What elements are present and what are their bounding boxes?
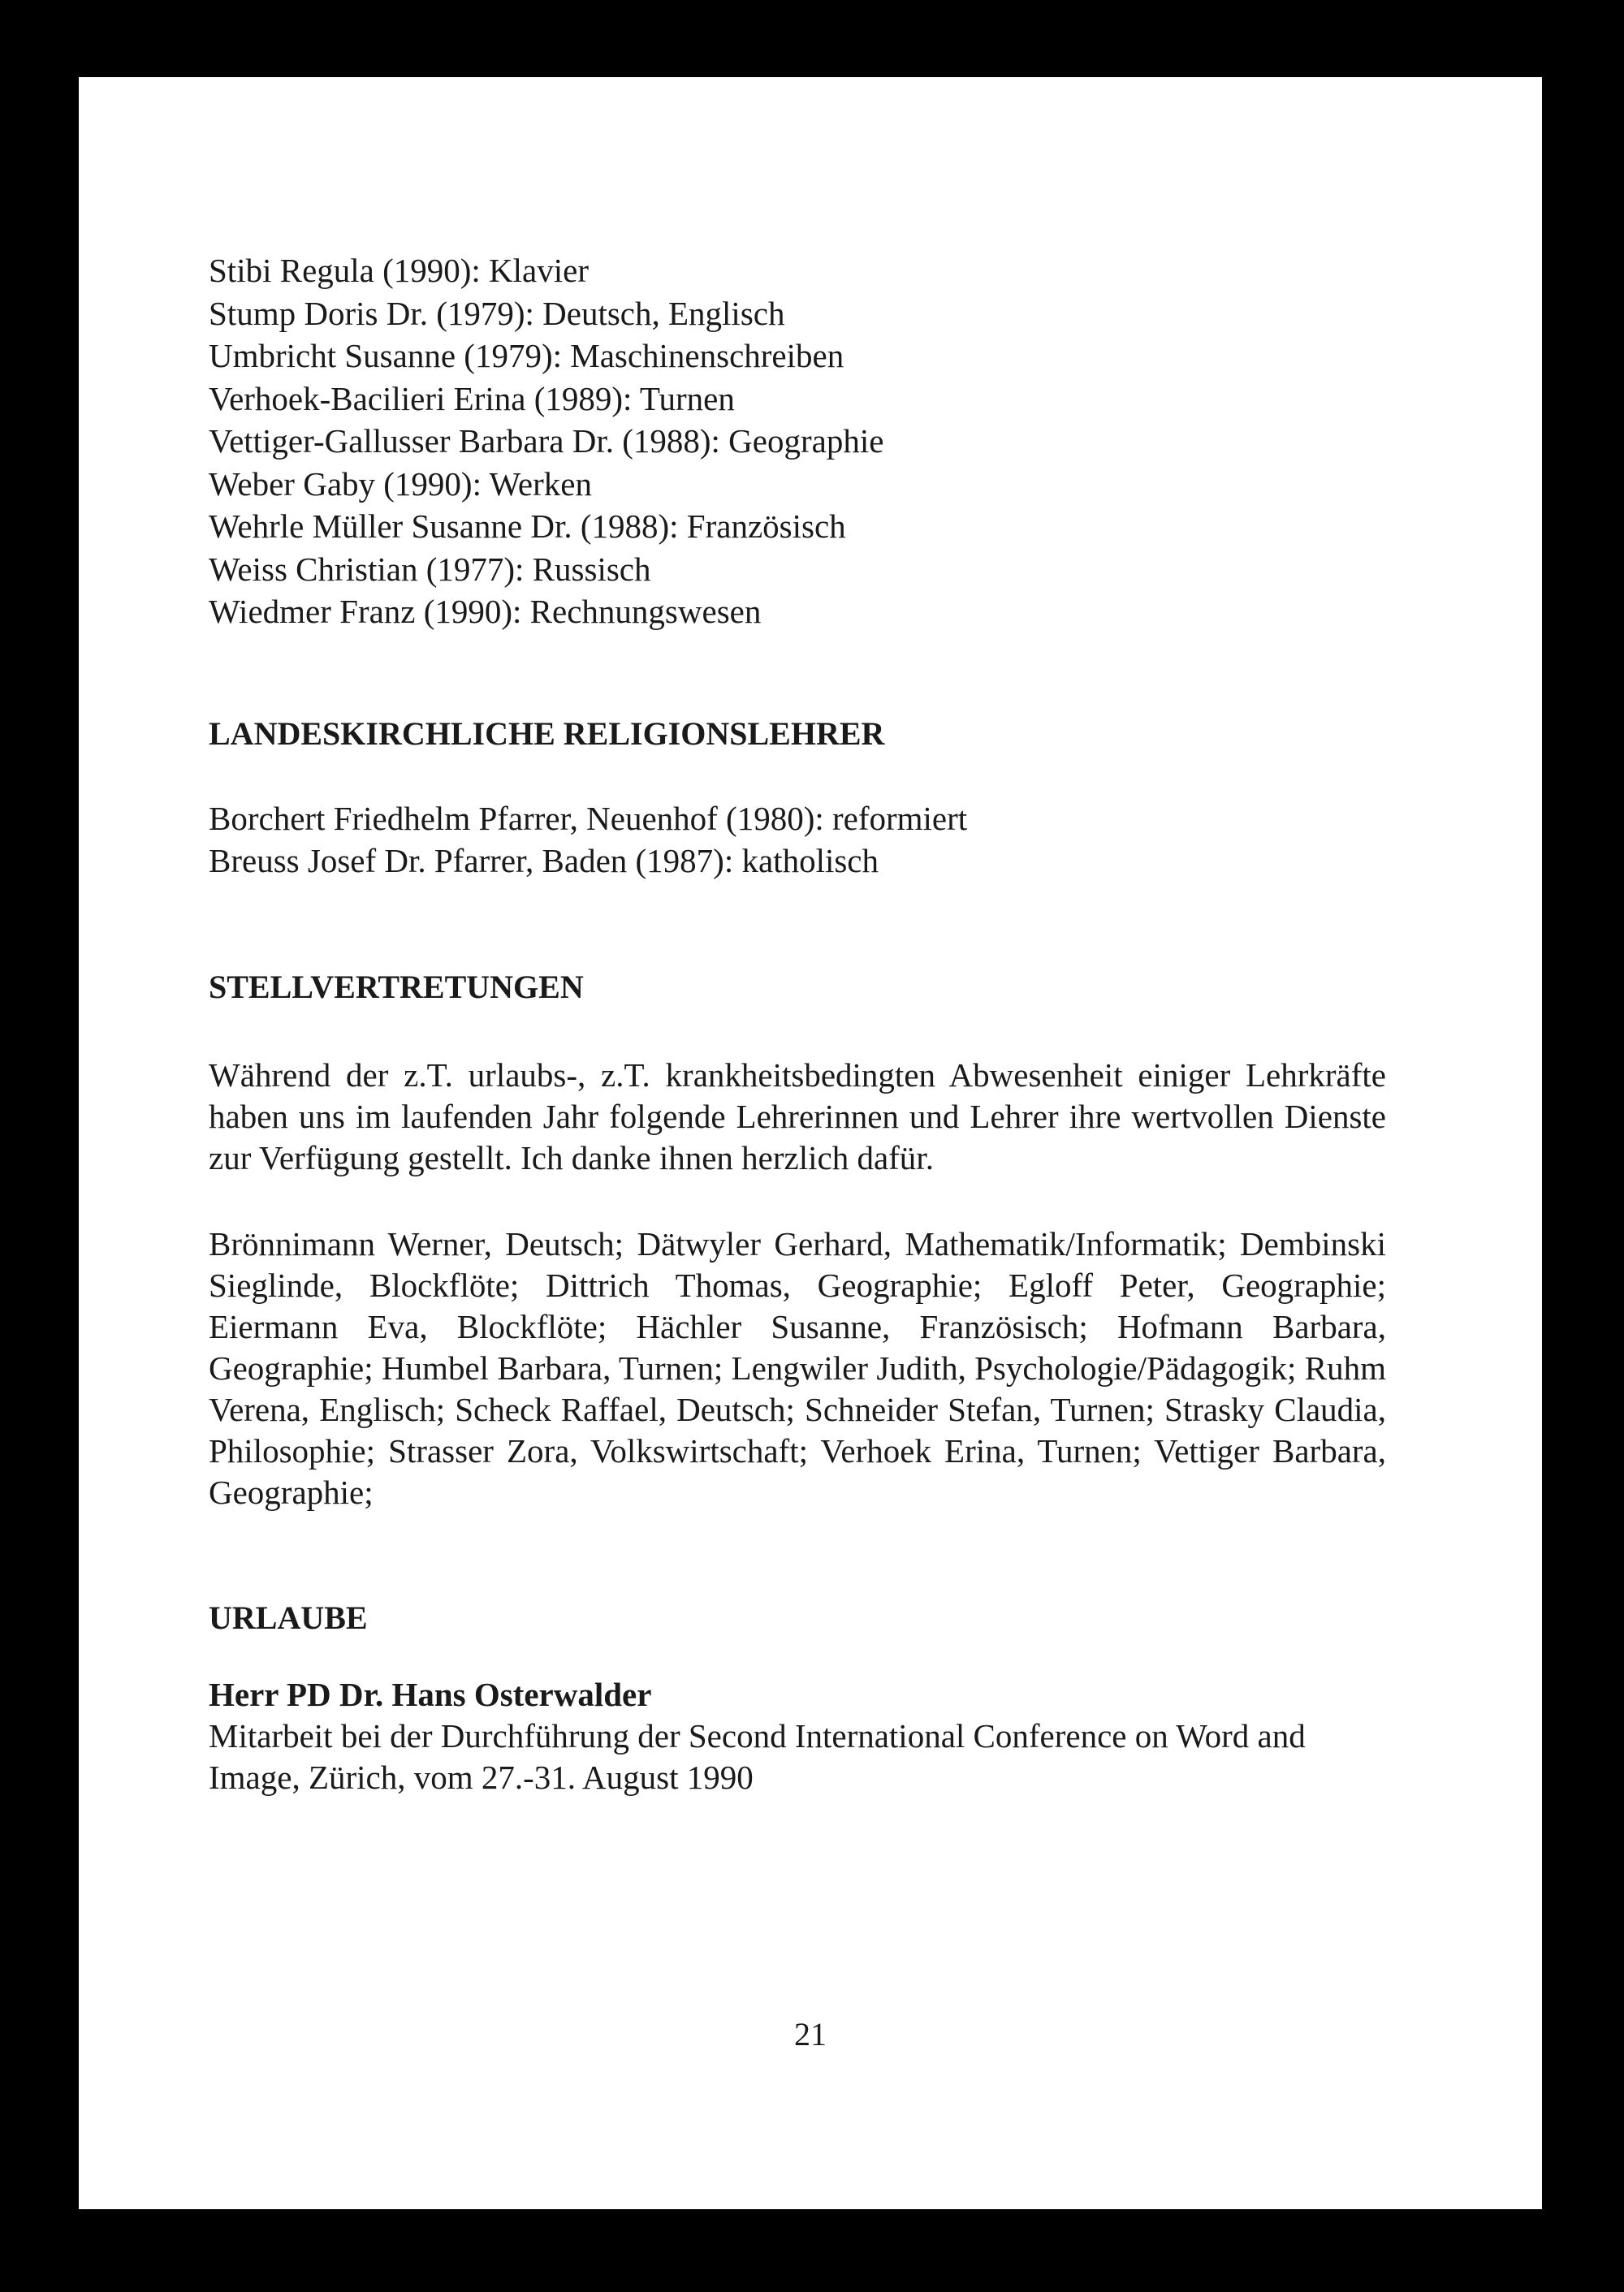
substitutions-heading: STELLVERTRETUNGEN — [209, 968, 584, 1005]
page-number: 21 — [794, 2016, 827, 2052]
leave-person-name: Herr PD Dr. Hans Osterwalder — [209, 1675, 652, 1713]
leave-heading: URLAUBE — [209, 1599, 368, 1636]
staff-entry: Stibi Regula (1990): Klavier — [209, 252, 589, 289]
staff-entry: Verhoek-Bacilieri Erina (1989): Turnen — [209, 379, 735, 417]
staff-entry: Vettiger-Gallusser Barbara Dr. (1988): Geographie — [209, 422, 884, 460]
staff-list — [209, 249, 1386, 633]
religion-heading: LANDESKIRCHLICHE RELIGIONSLEHRER — [209, 714, 885, 752]
staff-entry: Stump Doris Dr. (1979): Deutsch, Englisch — [209, 294, 785, 332]
staff-entry: Weber Gaby (1990): Werken — [209, 464, 592, 503]
religion-teacher-entry: Breuss Josef Dr. Pfarrer, Baden (1987): katholisch — [209, 842, 879, 879]
substitutions-intro: Während der z.T. urlaubs-, z.T. krankheitsbedingten Abwesenheit einiger Lehrkräfte haben uns im laufenden Jahr folgende Lehrerinnen und Lehrer ihre wertvollen Dienste zur Verfügung gestellt. Ich danke ihnen herzlich dafür. — [209, 1055, 1386, 1176]
substitutes-list: Brönnimann Werner, Deutsch; Dätwyler Gerhard, Mathematik/Informatik; Dembinski Sieglinde, Blockflöte; Dittrich Thomas, Geographie; Egloff Peter, Geographie; Eiermann Eva, Blockflöte; Hächler Susanne, Französisch; Hofmann Barbara, Geographie; Humbel Barbara, Turnen; Lengwiler Judith, Psychologie/Pädagogik; Ruhm Verena, Englisch; Scheck Raffael, Deutsch; Schneider Stefan, Turnen; Strasky Claudia, Philosophie; Strasser Zora, Volkswirtschaft; Verhoek Erina, Turnen; Vettiger Barbara, Geographie; — [209, 1224, 1386, 1511]
staff-entry: Wiedmer Franz (1990): Rechnungswesen — [209, 593, 762, 630]
page-content — [209, 249, 1386, 1798]
religion-teacher-list — [209, 797, 1386, 883]
staff-entry: Wehrle Müller Susanne Dr. (1988): Französisch — [209, 507, 846, 545]
leave-description: Mitarbeit bei der Durchführung der Second International Conference on Word and Image, Zürich, vom 27.-31. August 1990 — [209, 1716, 1306, 1796]
staff-entry: Umbricht Susanne (1979): Maschinenschreiben — [209, 337, 844, 374]
staff-entry: Weiss Christian (1977): Russisch — [209, 550, 651, 588]
religion-teacher-entry: Borchert Friedhelm Pfarrer, Neuenhof (1980): reformiert — [209, 799, 968, 837]
document-page — [79, 77, 1542, 2209]
